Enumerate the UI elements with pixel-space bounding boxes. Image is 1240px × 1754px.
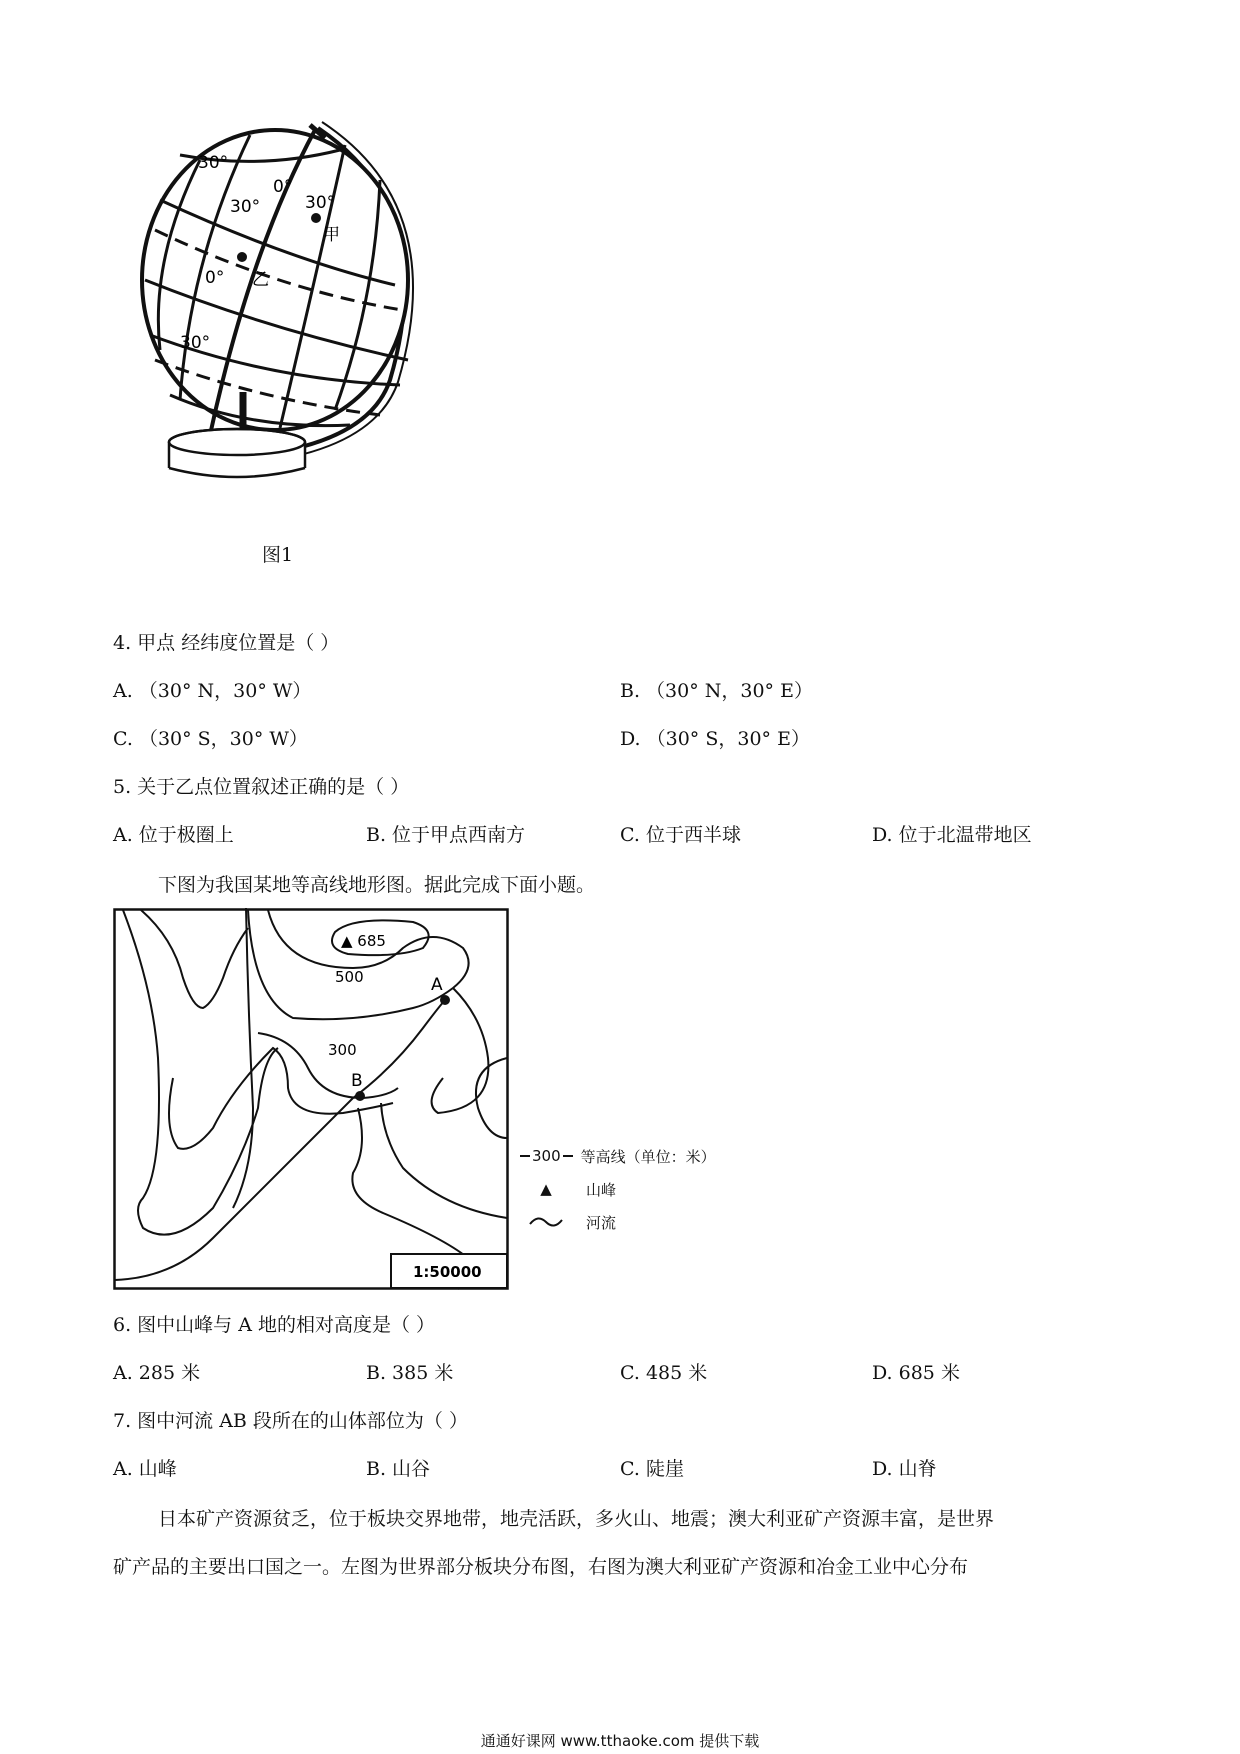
q7-option-d[interactable]: D. 山脊 <box>872 1458 937 1480</box>
legend-peak-text: 山峰 <box>586 1180 617 1199</box>
globe-drawing <box>140 110 460 550</box>
q7-stem: 7. 图中河流 AB 段所在的山体部位为（ ） <box>113 1410 468 1432</box>
q4-option-c[interactable]: C. （30° S，30° W） <box>113 728 308 750</box>
globe-label-jia: 甲 <box>323 225 340 245</box>
globe-label-equator: 0° <box>205 268 225 288</box>
q6-option-c[interactable]: C. 485 米 <box>620 1362 708 1384</box>
page-footer: 通通好课网 www.tthaoke.com 提供下载 <box>480 1732 760 1750</box>
contour-300-label: 300 <box>328 1041 357 1059</box>
point-a-label: A <box>431 975 443 995</box>
legend-peak-symbol: ▲ <box>540 1180 552 1198</box>
q5-option-b[interactable]: B. 位于甲点西南方 <box>366 824 526 846</box>
globe-label-lat30-top: 30° <box>198 153 229 173</box>
japan-intro-line1: 日本矿产资源贫乏，位于板块交界地带，地壳活跃，多火山、地震；澳大利亚矿产资源丰富，是世界 <box>158 1508 995 1530</box>
q5-stem: 5. 关于乙点位置叙述正确的是（ ） <box>113 776 410 798</box>
q6-option-a[interactable]: A. 285 米 <box>113 1362 201 1384</box>
q6-option-d[interactable]: D. 685 米 <box>872 1362 960 1384</box>
legend-river-text: 河流 <box>586 1213 617 1232</box>
point-b-label: B <box>351 1071 363 1091</box>
legend-river <box>520 1211 616 1233</box>
q7-option-a[interactable]: A. 山峰 <box>113 1458 177 1480</box>
scale-label: 1:50000 <box>413 1263 482 1281</box>
q4-option-d[interactable]: D. （30° S，30° E） <box>620 728 810 750</box>
q4-stem: 4. 甲点 经纬度位置是（ ） <box>113 632 340 654</box>
q7-option-c[interactable]: C. 陡崖 <box>620 1458 684 1480</box>
q6-option-b[interactable]: B. 385 米 <box>366 1362 454 1384</box>
peak-label: ▲ 685 <box>341 932 386 950</box>
globe-figure <box>140 110 460 550</box>
contour-legend <box>520 1145 780 1255</box>
contour-drawing <box>113 908 509 1290</box>
contour-map <box>113 908 509 1290</box>
legend-contour-symbol: 300 <box>532 1147 561 1165</box>
legend-contour-text: 等高线（单位：米） <box>580 1147 716 1166</box>
q5-option-a[interactable]: A. 位于极圈上 <box>113 824 234 846</box>
globe-label-lon0: 0° <box>273 177 293 197</box>
globe-label-lat30-bottom: 30° <box>180 333 211 353</box>
japan-intro-line2: 矿产品的主要出口国之一。左图为世界部分板块分布图，右图为澳大利亚矿产资源和冶金工业中心分布 <box>113 1556 969 1578</box>
q4-option-a[interactable]: A. （30° N，30° W） <box>113 680 312 702</box>
legend-peak <box>520 1178 616 1200</box>
q6-stem: 6. 图中山峰与 A 地的相对高度是（ ） <box>113 1314 436 1336</box>
legend-contour <box>520 1145 716 1167</box>
q7-option-b[interactable]: B. 山谷 <box>366 1458 431 1480</box>
q5-option-c[interactable]: C. 位于西半球 <box>620 824 741 846</box>
contour-500-label: 500 <box>335 968 364 986</box>
contour-intro: 下图为我国某地等高线地形图。据此完成下面小题。 <box>158 874 596 896</box>
figure1-caption: 图1 <box>262 544 294 566</box>
q4-option-b[interactable]: B. （30° N，30° E） <box>620 680 813 702</box>
globe-label-lat30-mid: 30° <box>230 197 261 217</box>
q5-option-d[interactable]: D. 位于北温带地区 <box>872 824 1032 846</box>
globe-label-lon30: 30° <box>305 193 336 213</box>
globe-label-yi: 乙 <box>252 270 269 290</box>
river-icon <box>520 1212 572 1232</box>
